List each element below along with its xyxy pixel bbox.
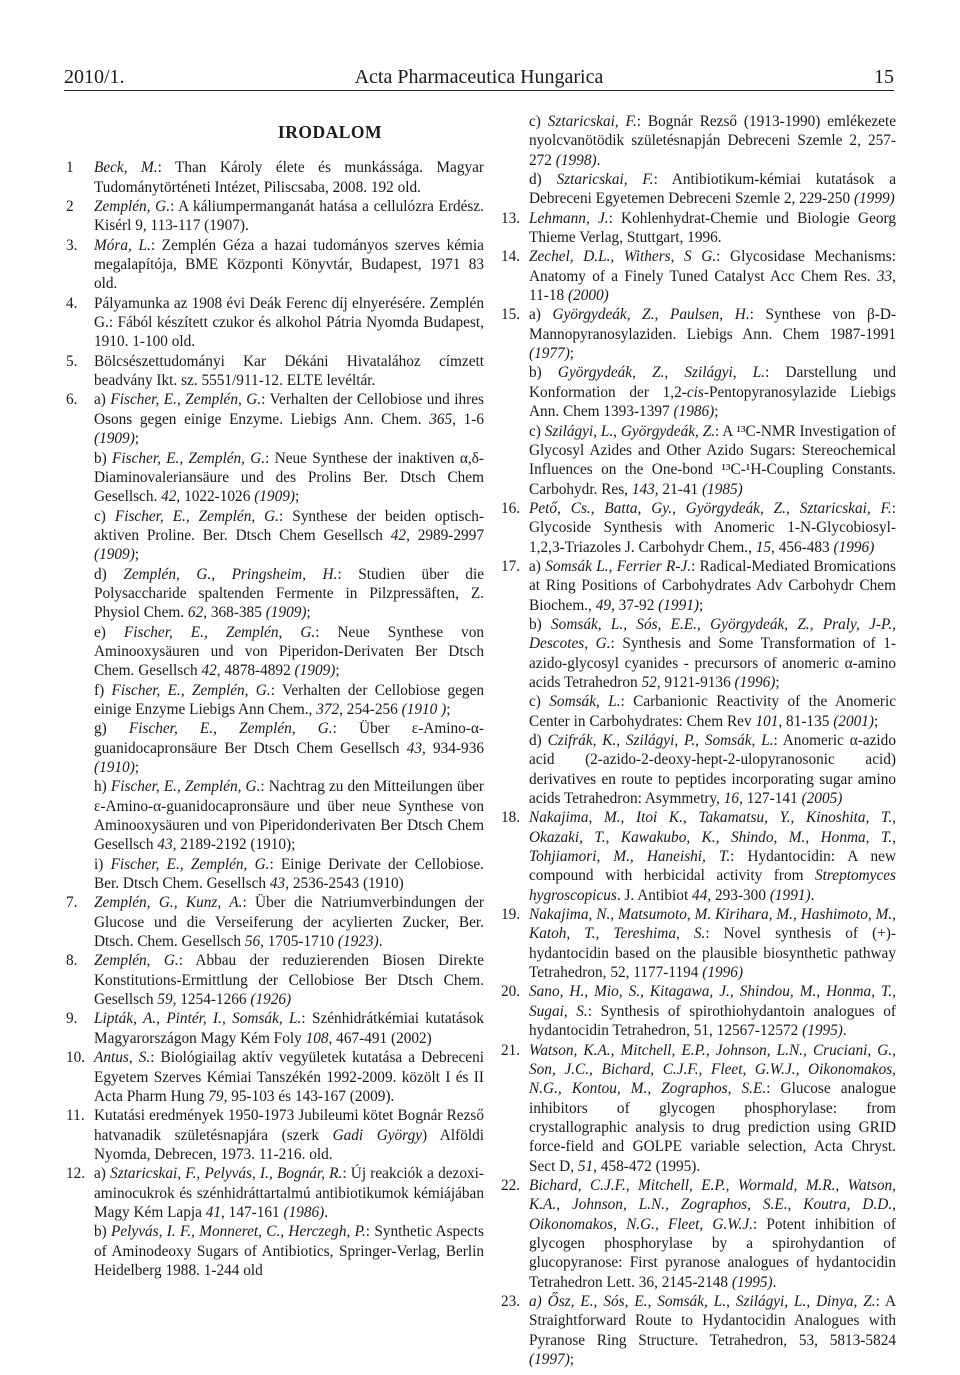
reference-subitem (94, 1222, 484, 1280)
reference-text: Pályamunka az 1908 évi Deák Ferenc díj elnyerésére. Zemplén G.: Fából készített czukor és alkohol Pátria Nyomda Budapest, 1910. 1-100 old. (94, 294, 484, 351)
reference-authors: Zemplén, G. (94, 952, 179, 970)
reference-emphasis: 33 (876, 267, 893, 285)
reference-emphasis: 43 (157, 836, 173, 854)
issue-number: 2010/1. (64, 66, 125, 88)
reference-emphasis: (1926) (250, 991, 292, 1009)
reference-item (66, 158, 484, 197)
reference-number: 2 (66, 198, 74, 216)
reference-body (529, 1176, 896, 1292)
reference-authors: Fischer, E., Zemplén, G. (112, 449, 266, 467)
reference-item (66, 951, 484, 1009)
reference-text: , 21-41 (654, 480, 702, 498)
reference-subitem (529, 692, 896, 731)
reference-text: , 37-92 (611, 596, 659, 614)
reference-text: , 95-103 és 143-167 (2009). (223, 1087, 395, 1105)
reference-item (501, 247, 896, 305)
reference-text: , 2536-2543 (1910) (285, 875, 404, 893)
reference-text: : Szénhidrátkémiai kutatások Magyarországon Magy Kém Foly (94, 1010, 484, 1047)
reference-text: : Nachtrag zu den Mitteilungen über ε-Amino-α-guanidocapronsäure und über neue Synthese von Aminooxysäuren und von Piperidonderivaten Ber Dtsch Chem Gesellsch (94, 778, 485, 854)
reference-item (66, 352, 484, 391)
reference-item (66, 294, 484, 352)
subitem-label: d) (529, 732, 548, 749)
reference-emphasis: 59 (157, 991, 173, 1009)
reference-text: : Verhalten der Cellobiose gegen einige Enzyme Liebigs Ann Chem., (94, 681, 485, 718)
reference-authors: Bichard, C.J.F., Mitchell, E.P., Wormald, M.R., Watson, K.A., Johnson, L.N., Zographos, S.E., Koutra, D.D., Oikonomakos, N.G., Fleet, G.W.J. (529, 1176, 896, 1233)
reference-text: : Antibiotikum-kémiai kutatások a Debreceni Egyetemen Debreceni Szemle 2, 229-250 (529, 171, 897, 208)
reference-item (66, 1106, 484, 1164)
reference-text: : Über die Natriumverbindungen der Glucose und die Verseiferung der acylierten Zucker, Ber. Dtsch. Chem. Gesellsch (94, 894, 484, 951)
subitem-label: c) (529, 113, 548, 130)
reference-authors: Fischer, E., Zemplén, G. (111, 681, 271, 699)
reference-authors: Zemplén, G., Kunz, A. (94, 894, 243, 912)
reference-text: : Studien über die Polysaccharide spaltenden Fermente in Pilzpressäften, Z. Physiol Chem. (94, 565, 484, 622)
reference-text: ; (446, 700, 451, 718)
reference-emphasis: (1997) (529, 1351, 570, 1368)
reference-text: : Potent inhibition of glycogen phosphorylase by a spirohydantion of glucopyranose: First pyranose analogues of hydantocidin Tetrahedron Lett. 36, 2145-2148 (529, 1215, 896, 1291)
reference-item (501, 905, 896, 982)
reference-text: : Kohlenhydrat-Chemie und Biologie Georg Thieme Verlag, Stuttgart, 1996. (529, 209, 896, 247)
reference-authors: Lipták, A., Pintér, I., Somsák, L. (94, 1010, 302, 1028)
reference-number: 22. (501, 1176, 521, 1194)
reference-item (501, 982, 896, 1040)
reference-authors: Somsák, L. (549, 693, 621, 711)
reference-text: , 147-161 (221, 1203, 284, 1221)
subitem-label: f) (94, 681, 112, 699)
reference-emphasis: (1986) (673, 403, 715, 421)
subitem-label: b) (529, 364, 558, 382)
reference-emphasis: (1910) (94, 759, 135, 776)
page-header (64, 60, 894, 92)
reference-text: , 2989-2997 (406, 526, 484, 544)
reference-authors: Sztaricskai, F., Pelyvás, I., Bognár, R. (110, 1165, 343, 1183)
page-number: 15 (874, 66, 894, 88)
reference-emphasis: 44 (692, 886, 708, 904)
reference-item (66, 197, 484, 236)
reference-item (66, 236, 484, 294)
reference-emphasis: (1991) (658, 596, 699, 614)
reference-subitem (94, 777, 484, 854)
reference-number: 7. (66, 894, 78, 912)
reference-authors: Pelyvás, I. F., Monneret, C., Herczegh, P. (111, 1223, 366, 1241)
reference-item (66, 1164, 484, 1280)
references-column-left (66, 119, 484, 1280)
reference-text: : Über ε-Amino-α-guanidocapronsäure Ber Dtsch Chem Gesellsch (94, 720, 484, 757)
reference-emphasis: 43 (269, 875, 286, 893)
reference-emphasis: 49 (595, 596, 611, 614)
reference-text: : Új reakciók a dezoxi-aminocukrok és szénhidráttartalmú antibiotikumok kémiájában Magy Kém Lapja (94, 1165, 484, 1221)
subitem-label: d) (529, 171, 557, 189)
subitem-label: b) (94, 449, 113, 467)
reference-number: 21. (501, 1041, 521, 1059)
reference-body (94, 236, 484, 294)
reference-emphasis: (1998) (555, 151, 597, 169)
reference-number: 9. (66, 1010, 78, 1028)
reference-subitem (94, 681, 484, 720)
reference-emphasis: (1999) (853, 190, 895, 208)
reference-emphasis: 143 (631, 480, 655, 498)
reference-text: : Verhalten der Cellobiose und ihres Osons gegen einige Enzyme. Liebigs Ann. Chem. (94, 391, 484, 428)
reference-item (66, 1048, 484, 1106)
reference-number: 15. (501, 306, 521, 324)
reference-text: : Biológiailag aktív vegyületek kutatása a Debreceni Egyetem Szerves Kémiai Tanszékén 1992-2009. közölt I és II Acta Pharm Hung (94, 1049, 484, 1105)
reference-emphasis: (1909) (265, 604, 307, 622)
reference-authors: Zechel, D.L., Withers, S G. (529, 248, 717, 266)
reference-emphasis: 108 (305, 1029, 329, 1047)
reference-text: : A ¹³C-NMR Investigation of Glycosyl Azides and Other Azido Sugars: Stereochemical Influences on the One-bond ¹³C-¹H-Coupling Constants. Carbohydr. Res, (529, 422, 896, 498)
reference-subitem (529, 422, 896, 499)
reference-number: 19. (501, 906, 521, 924)
reference-authors: Pető, Cs., Batta, Gy., Györgydeák, Z., Sztaricskai, F. (529, 499, 892, 517)
reference-emphasis: (1991) (769, 886, 811, 904)
reference-subitem (529, 731, 896, 808)
reference-authors: Györgydeák, Z., Szilágyi, L. (557, 364, 766, 382)
reference-body (529, 905, 896, 982)
reference-emphasis: 365 (429, 410, 453, 428)
reference-body (529, 247, 896, 305)
reference-body (94, 197, 484, 236)
reference-body (94, 1048, 484, 1106)
reference-authors: Fischer, E., Zemplén, G. (110, 855, 270, 873)
reference-text: Kutatási eredmények 1950-1973 Jubileumi kötet Bognár Rezső hatvanadik születésnapjára (szerk (94, 1107, 484, 1144)
reference-text: , 4878-4892 (216, 662, 295, 680)
reference-text: , 11-18 (529, 267, 896, 305)
reference-text: , 934-936 (422, 739, 484, 757)
reference-text: : A Straightforward Route to Hydantocidin Analogues with Pyranose Ring Structure. Tetrahedron, 53, 5813-5824 (529, 1292, 896, 1349)
reference-emphasis: (1909) (94, 430, 135, 448)
reference-text: : Glucose analogue inhibitors of glycogen phosphorylase: from crystallographic analysis to drug prediction using GRID force-field and GOLPE variable selection, Acta Chryst. Sect D, (529, 1080, 896, 1175)
reference-item (66, 893, 484, 951)
reference-item (501, 305, 896, 498)
reference-text: ; (134, 759, 140, 776)
reference-body (94, 893, 484, 951)
reference-emphasis: 79 (208, 1087, 224, 1105)
reference-body (94, 158, 484, 197)
reference-text: : Synthetic Aspects of Aminodeoxy Sugars of Antibiotics, Springer-Verlag, Berlin Heidelberg 1988. 1-244 old (94, 1223, 484, 1279)
reference-text: : Radical-Mediated Bromications at Ring Positions of Carbohydrates Adv Carbohydr Chem Biochem., (529, 557, 897, 614)
reference-authors: Antus, S. (94, 1049, 151, 1067)
reference-text: . (810, 886, 815, 904)
reference-text: : Darstellung und Konformation der 1,2- (529, 364, 896, 401)
reference-number: 8. (66, 952, 78, 970)
reference-text: . J. Antibiot (616, 886, 693, 904)
reference-authors: Zemplén, G. (94, 198, 171, 216)
reference-emphasis: Streptomyces hygroscopicus (529, 867, 896, 904)
reference-authors: Gadi György (332, 1126, 423, 1144)
reference-text: : Neue Synthese der inaktiven α,δ-Diaminovaleriansäure und des Prolins Ber. Dtsch Chem Gesellsch. (94, 449, 484, 506)
reference-text: Bölcsészettudományi Kar Dékáni Hivatalához címzett beadvány Ikt. sz. 5551/911-12. ELTE levéltár. (94, 352, 484, 390)
subitem-label: d) (94, 565, 124, 583)
reference-authors: Beck, M. (94, 159, 158, 177)
reference-subitem (94, 449, 484, 507)
reference-text: : Hydantocidin: A new compound with herbicidal activity from (529, 848, 896, 885)
reference-text: ; (134, 546, 140, 564)
reference-body (529, 209, 896, 248)
reference-body (94, 951, 484, 1009)
reference-text: : Synthesis of spirothiohydantoin analogues of hydantocidin Tetrahedron, 51, 12567-12572 (529, 1002, 896, 1040)
reference-text: : Synthese von β-D-Mannopyranosylaziden. Liebigs Ann. Chem 1987-1991 (529, 306, 896, 343)
reference-body (94, 1106, 484, 1164)
reference-text: : Abbau der reduzierenden Biosen Direkte Konstitutions-Ermittlung der Cellobiose Ber Dtsch Chem. Gesellsch (94, 952, 484, 1009)
reference-emphasis: (2005) (801, 790, 843, 808)
reference-text: : Zemplén Géza a hazai tudományos szerves kémia megalapítója, BME Központi Könyvtár, Budapest, 1971 83 old. (94, 236, 484, 293)
subitem-label: e) (94, 623, 124, 641)
reference-text: , 1022-1026 (176, 488, 255, 506)
reference-item (66, 390, 484, 893)
reference-text: , 456-483 (771, 538, 834, 556)
reference-emphasis: 16 (723, 790, 740, 808)
reference-body (529, 499, 896, 557)
reference-text: ; (569, 1351, 575, 1368)
reference-number: 20. (501, 983, 521, 1001)
reference-number: 18. (501, 809, 521, 827)
reference-authors: Somsák L., Ferrier R-J. (545, 557, 692, 575)
journal-title: Acta Pharmaceutica Hungarica (354, 66, 604, 88)
reference-authors: Sztaricskai, F. (556, 171, 654, 189)
reference-text: ; (306, 604, 311, 622)
reference-body (529, 1041, 896, 1176)
reference-number: 11. (66, 1107, 85, 1125)
reference-text: ; (698, 596, 704, 614)
reference-text: . (324, 1203, 329, 1221)
subitem-label: a) (94, 1165, 111, 1183)
reference-emphasis: 42 (390, 526, 407, 544)
reference-emphasis: 372 (316, 700, 340, 718)
reference-text: . (596, 151, 601, 169)
reference-text: ; (569, 345, 575, 363)
reference-subitem (529, 557, 896, 615)
subitem-label: a) (94, 391, 111, 409)
subitem-label: c) (529, 693, 550, 711)
reference-emphasis: (1986) (283, 1203, 325, 1221)
reference-authors: Fischer, E., Zemplén, G. (110, 778, 261, 796)
reference-authors: Fischer, E., Zemplén, G. (114, 507, 280, 525)
reference-number: 4. (66, 294, 78, 312)
reference-emphasis: (2000) (567, 287, 609, 305)
reference-text: . (772, 1273, 777, 1291)
reference-authors: Nakajima, N., Matsumoto, M. Kirihara, M., Hashimoto, M., Katoh, T., Tereshima, S. (529, 906, 896, 943)
reference-text: , 9121-9136 (656, 673, 735, 691)
reference-emphasis: (1909) (94, 546, 135, 564)
reference-body (529, 808, 896, 905)
reference-emphasis: 56 (244, 933, 261, 951)
reference-text: : Anomeric α-azido acid (2-azido-2-deoxy-hept-2-ulopyranosonic acid) derivatives en route to peptides incorporating sugar amino acids Tetrahedron: Asymmetry, (529, 732, 896, 808)
reference-text: : Bognár Rezső (1913-1990) emlékezete nyolcvanötödik születésnapján Debreceni Szemle 2, 257-272 (529, 113, 897, 169)
reference-subitem (94, 507, 484, 565)
reference-emphasis: (1977) (529, 345, 570, 363)
reference-text: : Synthese der beiden optisch-aktiven Proline. Ber. Dtsch Chem Gesellsch (94, 507, 484, 544)
reference-authors: Nakajima, M., Itoi K., Takamatsu, Y., Kinoshita, T., Okazaki, T., Kawakubo, K., Shindo, M., Honma, T., Tohjiamori, M., Haneishi, T. (529, 809, 896, 866)
reference-text: , 1705-1710 (260, 933, 338, 951)
reference-emphasis: 52 (641, 673, 657, 691)
reference-authors: Lehmann, J. (529, 209, 609, 227)
reference-text: : Einige Derivate der Cellobiose. Ber. Dtsch Chem. Gesellsch (94, 855, 485, 893)
reference-emphasis: (2001) (833, 712, 874, 730)
reference-emphasis: (1995) (802, 1022, 843, 1040)
reference-emphasis: (1909) (294, 662, 336, 680)
reference-subitem (529, 615, 896, 692)
reference-emphasis: 51 (577, 1157, 594, 1175)
reference-body (94, 294, 484, 352)
reference-authors: Czifrák, K., Szilágyi, P., Somsák, L. (547, 732, 774, 749)
reference-text: ; (714, 403, 719, 421)
reference-emphasis: (1909) (254, 488, 295, 506)
reference-item (501, 112, 896, 209)
reference-text: : Novel synthesis of (+)-hydantocidin based on the plausible biosynthetic pathway Tetrahedron, 52, 1177-1194 (529, 925, 896, 982)
reference-item (501, 1176, 896, 1292)
reference-text: ; (335, 662, 340, 680)
reference-text: , 458-472 (1995). (593, 1157, 701, 1175)
header-rule (64, 90, 894, 91)
reference-subitem (94, 390, 484, 448)
reference-emphasis: 15 (755, 538, 772, 556)
reference-item (66, 1009, 484, 1048)
reference-emphasis: (1985) (701, 480, 743, 498)
reference-number: 6. (66, 391, 78, 409)
reference-body (94, 1009, 484, 1048)
reference-item (501, 209, 896, 248)
reference-text: , 368-385 (203, 604, 266, 622)
reference-emphasis: 41 (205, 1203, 222, 1221)
reference-emphasis: 42 (201, 662, 217, 680)
reference-emphasis: 101 (755, 712, 779, 730)
reference-subitem (94, 1164, 484, 1222)
subitem-label: b) (529, 615, 552, 633)
reference-text: ) Alföldi Nyomda, Debrecen, 1973. 11-216. old. (94, 1126, 484, 1163)
reference-number: 14. (501, 248, 521, 266)
reference-authors: Móra, L. (94, 236, 151, 254)
reference-emphasis: (1996) (734, 673, 776, 691)
reference-text: , 467-491 (2002) (328, 1029, 432, 1047)
reference-authors: Fischer, E., Zemplén, G. (110, 391, 262, 409)
subitem-label: a) (529, 306, 553, 324)
reference-authors: a) Ősz, E., Sós, E., Somsák, L., Szilágyi, L., Dinya, Z. (529, 1292, 876, 1310)
reference-emphasis: 62 (187, 604, 204, 622)
reference-emphasis: (1996) (833, 538, 875, 556)
references-column-right (501, 112, 896, 1369)
subitem-label: c) (529, 422, 545, 440)
reference-text: , 293-300 (707, 886, 770, 904)
reference-authors: Sano, H., Mio, S., Kitagawa, J., Shindou, M., Honma, T., Sugai, S. (529, 983, 896, 1020)
reference-body (529, 982, 896, 1040)
reference-item (501, 1041, 896, 1176)
reference-text: , 2189-2192 (1910); (172, 836, 296, 854)
reference-emphasis: (1923) (337, 933, 379, 951)
reference-number: 5. (66, 352, 78, 370)
reference-emphasis: (1996) (702, 964, 744, 982)
reference-number: 10. (66, 1049, 86, 1067)
reference-text: : Carbanionic Reactivity of the Anomeric Center in Carbohydrates: Chem Rev (529, 693, 897, 730)
subitem-label: c) (94, 507, 115, 525)
reference-number: 3. (66, 236, 78, 254)
reference-subitem (94, 623, 484, 681)
reference-item (501, 499, 896, 557)
reference-authors: Somsák, L., Sós, E.E., Györgydeák, Z., Praly, J-P., Descotes, G. (529, 615, 896, 653)
reference-text: : Than Károly élete és munkássága. Magyar Tudománytörténeti Intézet, Piliscsaba, 2008. 192 old. (94, 159, 484, 196)
reference-authors: Györgydeák, Z., Paulsen, H. (552, 306, 750, 324)
reference-text: ; (294, 488, 300, 506)
reference-authors: Sztaricskai, F. (547, 113, 637, 130)
reference-body (94, 352, 484, 391)
reference-text: : A káliumpermanganát hatása a cellulózra Erdész. Kisérl 9, 113-117 (1907). (94, 198, 484, 235)
subitem-label: h) (94, 778, 111, 796)
reference-emphasis: (1995) (731, 1273, 773, 1291)
reference-authors: Fischer, E., Zemplén, G. (123, 623, 316, 641)
reference-number: 17. (501, 557, 521, 575)
reference-text: , 81-135 (778, 712, 834, 730)
reference-text: , 254-256 (339, 700, 402, 718)
reference-number: 1 (66, 159, 74, 177)
reference-subitem (529, 170, 896, 209)
subitem-label: a) (529, 557, 546, 575)
reference-authors: Zemplén, G., Pringsheim, H. (123, 565, 338, 583)
reference-text: , 127-141 (739, 790, 802, 808)
reference-item (501, 1292, 896, 1369)
reference-text: . (378, 933, 383, 951)
reference-subitem (94, 565, 484, 623)
reference-number: 23. (501, 1292, 521, 1310)
reference-text: ; (775, 673, 780, 691)
reference-number: 16. (501, 499, 521, 517)
reference-authors: Fischer, E., Zemplén, G. (128, 720, 333, 738)
reference-emphasis: (1910 ) (401, 700, 447, 718)
reference-text: : Glycoside Synthesis with Anomeric 1-N-Glycobiosyl-1,2,3-Triazoles J. Carbohydr Chem., (529, 499, 896, 556)
reference-subitem (529, 363, 896, 421)
reference-text: ; (134, 430, 140, 448)
subitem-label: g) (94, 720, 129, 738)
reference-item (501, 557, 896, 808)
reference-authors: Watson, K.A., Mitchell, E.P., Johnson, L.N., Cruciani, G., Son, J.C., Bichard, C.J.F., Fleet, G.W.J., Oikonomakos, N.G., Kontou, M., Zographos, S.E. (529, 1041, 896, 1098)
reference-body (529, 1292, 896, 1369)
reference-text: -Pentopyranosylazide Liebigs Ann. Chem 1393-1397 (529, 383, 896, 421)
reference-text: : Glycosidase Mechanisms: Anatomy of a Finely Tuned Catalyst Acc Chem Res. (529, 248, 896, 285)
reference-number: 13. (501, 209, 521, 227)
reference-subitem (94, 719, 484, 777)
reference-emphasis: 42 (161, 488, 177, 506)
subitem-label: i) (94, 855, 111, 873)
reference-emphasis: cis (686, 383, 704, 401)
section-title: IRODALOM (277, 122, 383, 142)
reference-text: : Synthesis and Some Transformation of 1-azido-glycosyl cyanides - precursors of anomeric α-amino acids Tetrahedron (529, 635, 896, 691)
reference-subitem (529, 112, 896, 170)
subitem-label: b) (94, 1223, 112, 1241)
reference-emphasis: 43 (406, 739, 423, 757)
reference-subitem (529, 305, 896, 363)
reference-text: ; (874, 712, 879, 730)
reference-subitem (94, 855, 484, 894)
reference-number: 12. (66, 1165, 86, 1183)
reference-authors: Szilágyi, L., Györgydeák, Z. (544, 422, 716, 440)
reference-text: , 1254-1266 (172, 991, 251, 1009)
reference-text: . (842, 1022, 847, 1040)
reference-text: , 1-6 (452, 410, 485, 428)
reference-text: : Neue Synthese von Aminooxysäuren und von Piperidon-Derivaten Ber Dtsch Chem. Gesellsch (94, 623, 484, 680)
reference-item (501, 808, 896, 905)
